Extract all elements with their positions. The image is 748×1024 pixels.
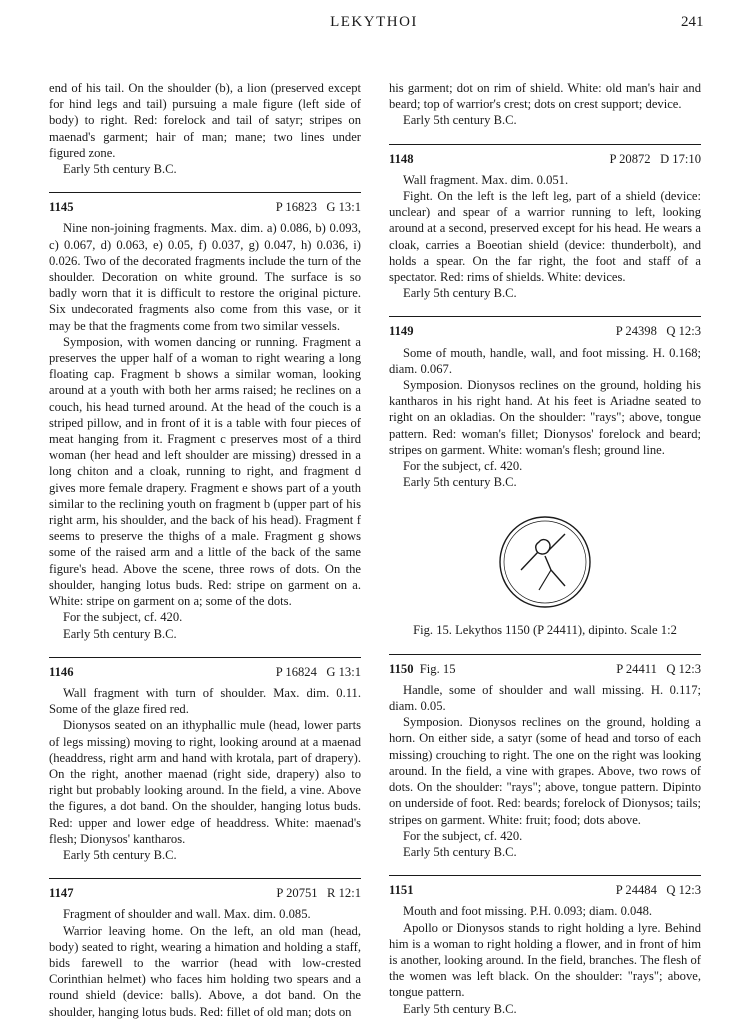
entry-description: Nine non-joining fragments. Max. dim. a) 0.086, b) 0.093, c) 0.067, d) 0.063, e) 0.05, f) 0.037, g) 0.047, h) 0.036, i) 0.026. Two of the decorated fragments include the turn of the shoulder. Decoration on white ground. The surface is so badly worn that it is difficult to restore the original picture. Six undecorated fragments also come from this vase, or it may be that the fragments come from two similar vessels. bbox=[49, 221, 361, 333]
entry-date: Early 5th century B.C. bbox=[63, 847, 177, 862]
entry-header bbox=[389, 661, 701, 677]
entry-subject: Symposion. Dionysos reclines on the ground, holding a horn. On either side, a satyr (some of head and torso of each missing) crouching to right. The one on the right was looking around. In the field, a vine with grapes. Above, two rows of dots. On the shoulder: "rays"; above, tongue pattern. Dipinto on underside of foot. Red: beards; forelock of Dionysos; tails; stripes on garment. White: fruit; food; dots above. bbox=[389, 715, 701, 827]
entry-number: 1147 bbox=[49, 886, 74, 901]
entry-date: Early 5th century B.C. bbox=[63, 162, 177, 177]
dipinto-drawing bbox=[495, 512, 595, 612]
entry-number: 1145 bbox=[49, 200, 74, 215]
entry-subject: Symposion, with women dancing or running. Fragment a preserves the upper half of a woman to right wearing a long floating cap. Fragment b shows a similar woman, looking around at a youth with both her arms raised; he reclines on a couch, his head turned around. At the head of the couch is a striped pillow, and in front of it is a table with four pieces of meat hanging from it. Fragment c preserves most of a third woman (her head and left shoulder are missing) dressed in a long chiton and a cloak, running to right, and fragment d gives more female drapery. Fragment e shows part of a youth similar to the reclining youth on fragment b (upper part of his right arm, his shoulder, and the back of his head). Fragment f seems to preserve the thighs of a male. Fragment g shows some of the raised arm and a little of the back of the same figure's head. Above the scene, three rows of dots. On the shoulder, hanging lotus buds. Red: stripe on garment on a. White: stripe on garment on a; some of the dots. bbox=[49, 334, 361, 609]
entry-number: 1148 bbox=[389, 151, 414, 166]
entry-reference: For the subject, cf. 420. bbox=[63, 610, 183, 625]
entry-inventory: P 20872 D 17:10 bbox=[609, 151, 701, 166]
entry-subject: Apollo or Dionysos stands to right holding a lyre. Behind him is a woman to right holding a flower, and in front of him is another, looking around. In the field, branches. The flesh of the women was left black. On the shoulder: "rays"; above, tongue pattern. bbox=[389, 920, 701, 1000]
running-head-title: LEKYTHOI bbox=[330, 14, 418, 30]
entry-inventory: P 24398 Q 12:3 bbox=[615, 324, 701, 339]
catalog-entry-1151 bbox=[389, 875, 701, 1017]
entry-reference: For the subject, cf. 420. bbox=[403, 459, 523, 474]
entry-date: Early 5th century B.C. bbox=[403, 475, 517, 490]
dipinto-figure bbox=[389, 512, 701, 612]
catalog-entry-1146 bbox=[49, 657, 361, 863]
entry-date: Early 5th century B.C. bbox=[63, 626, 177, 641]
entry-subject: Symposion. Dionysos reclines on the ground, holding his kantharos in his right hand. At his feet is Ariadne seated to right on an okladias. On the shoulder: "rays"; above, tongue pattern. Red: woman's fillet; Dionysos' forelock and beard; stripes on garment. White: woman's flesh; ground line. bbox=[389, 378, 701, 457]
entry-description: Handle, some of shoulder and wall missing. H. 0.117; diam. 0.05. bbox=[389, 682, 701, 714]
entry-description: Wall fragment. Max. dim. 0.051. bbox=[403, 172, 569, 187]
entry-header bbox=[389, 323, 701, 339]
entry-inventory: P 24411 Q 12:3 bbox=[616, 661, 701, 676]
entry-reference: For the subject, cf. 420. bbox=[403, 828, 523, 843]
entry-inventory: P 16824 G 13:1 bbox=[275, 664, 361, 679]
right-column bbox=[389, 80, 701, 1017]
entry-number: 1151 bbox=[389, 883, 414, 898]
continued-entry-text: end of his tail. On the shoulder (b), a lion (preserved except for hind legs and tail) pursuing a male figure (left side of body) to right. Red: forelock and tail of satyr; stripes on maenad's garment; hair of man; mane; two lines under figured zone. bbox=[49, 81, 361, 160]
entry-number: 1150 Fig. 15 bbox=[389, 661, 456, 676]
catalog-entry-1147 bbox=[49, 878, 361, 1020]
entry-description: Wall fragment with turn of shoulder. Max. dim. 0.11. Some of the glaze fired red. bbox=[49, 685, 361, 717]
entry-date: Early 5th century B.C. bbox=[403, 113, 517, 128]
entry-inventory: P 16823 G 13:1 bbox=[275, 200, 361, 215]
figure-reference: Fig. 15 bbox=[419, 661, 456, 676]
continued-entry-text: his garment; dot on rim of shield. White: old man's hair and beard; top of warrior's crest; dots on crest support; device. bbox=[389, 81, 701, 112]
entry-date: Early 5th century B.C. bbox=[403, 286, 517, 301]
left-column bbox=[49, 80, 361, 1020]
entry-date: Early 5th century B.C. bbox=[403, 844, 517, 859]
entry-description: Fragment of shoulder and wall. Max. dim. 0.085. bbox=[63, 907, 311, 922]
entry-date: Early 5th century B.C. bbox=[403, 1001, 517, 1016]
entry-number: 1146 bbox=[49, 664, 74, 679]
entry-header bbox=[49, 664, 361, 680]
entry-header bbox=[49, 885, 361, 901]
entry-description: Mouth and foot missing. P.H. 0.093; diam. 0.048. bbox=[403, 904, 653, 919]
catalog-entry-1149 bbox=[389, 316, 701, 490]
entry-header bbox=[49, 199, 361, 215]
catalog-entry-1150 bbox=[389, 654, 701, 860]
entry-subject: Dionysos seated on an ithyphallic mule (head, lower parts of legs missing) moving to right, looking around at a maenad (headdress, right arm and hand with krotala, part of drapery). On the right, another maenad (right side, drapery) also to right but probably looking around. In the field, a vine. Above the figures, a dot band. On the shoulder, hanging lotus buds. Red: upper and lower edge of headdress. White: maenad's flesh; Dionysos' kantharos. bbox=[49, 718, 361, 846]
catalog-entry-1145 bbox=[49, 192, 361, 641]
entry-inventory: P 24484 Q 12:3 bbox=[615, 883, 701, 898]
figure-caption: Fig. 15. Lekythos 1150 (P 24411), dipinto. Scale 1:2 bbox=[413, 623, 677, 638]
entry-description: Some of mouth, handle, wall, and foot missing. H. 0.168; diam. 0.067. bbox=[389, 345, 701, 376]
entry-subject: Warrior leaving home. On the left, an old man (head, body) seated to right, wearing a himation and holding a staff, bids farewell to the warrior (head with low-crested Corinthian helmet) who faces him holding two spears and a round shield (device: balls). Above, a dot band. On the shoulder, hanging lotus buds. Red: fillet of old man; dots on bbox=[49, 923, 361, 1019]
catalog-entry-1148 bbox=[389, 144, 701, 302]
entry-header bbox=[389, 882, 701, 898]
entry-header bbox=[389, 151, 701, 167]
entry-inventory: P 20751 R 12:1 bbox=[276, 886, 361, 901]
page-number: 241 bbox=[681, 14, 704, 30]
entry-number: 1149 bbox=[389, 324, 414, 339]
entry-subject: Fight. On the left is the left leg, part of a shield (device: unclear) and spear of a warrior running to left, looking around at a second, preserved except for his head. He wears a cloak, carries a Boeotian shield (device: thunderbolt), and holds a spear. On the far right, the foot and staff of a spectator. Red: rims of shields. White: devices. bbox=[389, 189, 701, 285]
